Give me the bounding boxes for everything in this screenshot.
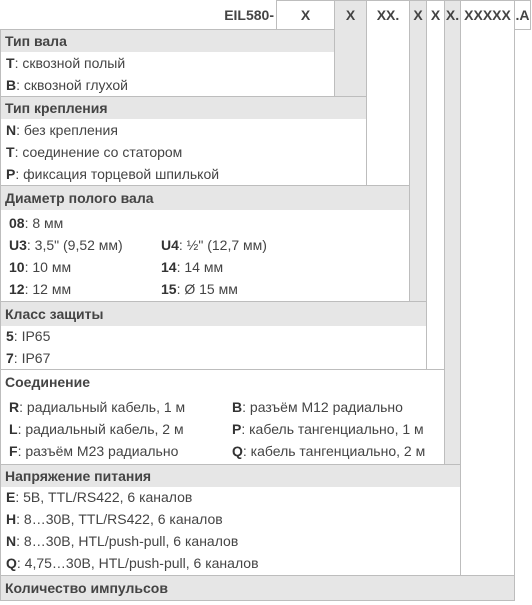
section-shaft-type bbox=[0, 29, 335, 97]
list-item: Q: кабель тангенциально, 2 м bbox=[232, 443, 426, 459]
list-item: B: сквозной глухой bbox=[6, 77, 129, 93]
section-mounting bbox=[0, 96, 367, 186]
list-item: P: кабель тангенциально, 1 м bbox=[232, 421, 424, 437]
section-voltage bbox=[0, 464, 461, 576]
list-item: 08: 8 мм bbox=[9, 215, 64, 231]
section-pulses bbox=[0, 575, 515, 601]
section-diameter bbox=[0, 185, 410, 302]
section-title: Диаметр полого вала bbox=[1, 186, 409, 210]
code-xxxxx: XXXXX bbox=[464, 7, 511, 23]
column-guide-x3 bbox=[409, 0, 427, 302]
section-protection bbox=[0, 301, 427, 370]
code-a: .A bbox=[515, 7, 530, 23]
column-guide-x5 bbox=[444, 0, 461, 465]
section-title: Количество импульсов bbox=[5, 580, 168, 596]
section-connection bbox=[0, 369, 445, 465]
list-item: H: 8…30В, TTL/RS422, 6 каналов bbox=[6, 511, 223, 527]
section-title: Тип вала bbox=[1, 30, 334, 52]
list-item: N: 8…30В, HTL/push-pull, 6 каналов bbox=[6, 533, 239, 549]
code-x3: X bbox=[413, 7, 423, 23]
code-x5: X. bbox=[445, 7, 460, 23]
list-item: 15: Ø 15 мм bbox=[161, 281, 238, 297]
list-item: R: радиальный кабель, 1 м bbox=[9, 399, 186, 415]
list-item: Q: 4,75…30В, HTL/push-pull, 6 каналов bbox=[6, 555, 259, 571]
list-item: U4: ½" (12,7 мм) bbox=[161, 237, 267, 253]
code-x2: X bbox=[345, 7, 356, 23]
list-item: N: без крепления bbox=[6, 122, 118, 138]
code-x1: X bbox=[300, 7, 311, 23]
model-label: EIL580- bbox=[224, 7, 274, 23]
code-x4: X bbox=[430, 7, 441, 23]
list-item: 5: IP65 bbox=[6, 328, 51, 344]
list-item: T: сквозной полый bbox=[6, 55, 126, 71]
list-item: E: 5В, TTL/RS422, 6 каналов bbox=[6, 489, 193, 505]
section-title: Соединение bbox=[5, 374, 91, 390]
section-title: Напряжение питания bbox=[1, 465, 460, 487]
list-item: F: разъём M23 радиально bbox=[9, 443, 179, 459]
column-guide-xxxxx bbox=[460, 0, 515, 576]
code-xx: XX. bbox=[376, 7, 400, 23]
list-item: L: радиальный кабель, 2 м bbox=[9, 421, 184, 437]
list-item: B: разъём M12 радиально bbox=[232, 399, 403, 415]
list-item: 14: 14 мм bbox=[161, 259, 224, 275]
list-item: 12: 12 мм bbox=[9, 281, 72, 297]
list-item: U3: 3,5" (9,52 мм) bbox=[9, 237, 123, 253]
list-item: 10: 10 мм bbox=[9, 259, 72, 275]
section-title: Класс защиты bbox=[1, 302, 426, 326]
section-title: Тип крепления bbox=[1, 97, 366, 119]
list-item: P: фиксация торцевой шпилькой bbox=[6, 166, 220, 182]
list-item: T: соединение со статором bbox=[6, 144, 183, 160]
column-guide-x4 bbox=[426, 0, 445, 370]
list-item: 7: IP67 bbox=[6, 350, 51, 366]
